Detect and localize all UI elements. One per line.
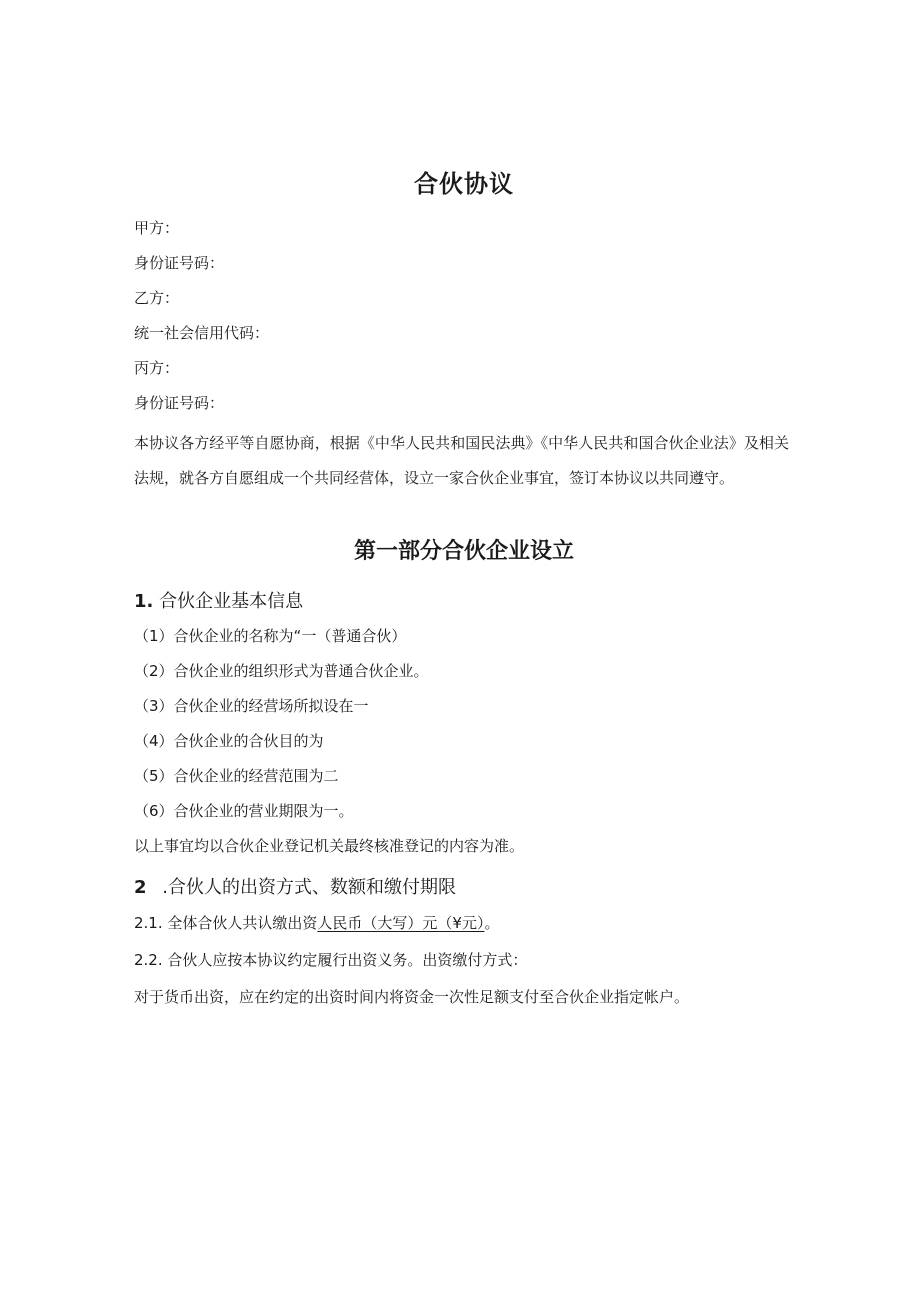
section-1-item: （1）合伙企业的名称为“一（普通合伙） xyxy=(134,627,407,645)
section-1-item: （6）合伙企业的营业期限为一。 xyxy=(134,802,354,820)
clause-2-1 xyxy=(134,913,499,933)
section-1-note: 以上事宜均以合伙企业登记机关最终核准登记的内容为准。 xyxy=(134,837,525,855)
part-one-title: 第一部分合伙企业设立 xyxy=(353,538,574,564)
party-c-label: 丙方： xyxy=(134,359,180,377)
clause-2-2: 2.2. 合伙人应按本协议约定履行出资义务。出资缴付方式： xyxy=(134,951,528,969)
section-2-heading xyxy=(134,876,456,900)
section-2-title: .合伙人的出资方式、数额和缴付期限 xyxy=(162,877,456,898)
section-1-item: （4）合伙企业的合伙目的为 xyxy=(134,732,324,750)
document-title: 合伙协议 xyxy=(414,170,514,198)
party-a-label: 甲方： xyxy=(134,219,180,237)
section-1-item: （5）合伙企业的经营范围为二 xyxy=(134,767,339,785)
section-1-item: （2）合伙企业的组织形式为普通合伙企业。 xyxy=(134,662,429,680)
party-b-label: 乙方： xyxy=(134,289,180,307)
section-1-number: 1. xyxy=(134,591,154,612)
preamble-paragraph: 本协议各方经平等自愿协商，根据《中华人民共和国民法典》《中华人民共和国合伙企业法》及相关法规，就各方自愿组成一个共同经营体，设立一家合伙企业事宜，签订本协议以共同遵守。 xyxy=(134,434,789,487)
clause-2-1-prefix: 2.1. 全体合伙人共认缴出资 xyxy=(134,914,318,932)
clause-2-1-amount: 人民币（大写）元（¥元） xyxy=(317,914,485,932)
section-1-title: 合伙企业基本信息 xyxy=(159,591,304,612)
party-c-id-label: 身份证号码： xyxy=(134,394,225,412)
section-1-item: （3）合伙企业的经营场所拟设在一 xyxy=(134,697,369,715)
cash-contribution-text: 对于货币出资，应在约定的出资时间内将资金一次性足额支付至合伙企业指定帐户。 xyxy=(134,988,690,1006)
section-2-number: 2 xyxy=(134,877,147,898)
section-1-heading xyxy=(134,590,303,614)
clause-2-1-suffix: 。 xyxy=(484,914,500,932)
party-b-credit-code-label: 统一社会信用代码： xyxy=(134,324,270,342)
party-a-id-label: 身份证号码： xyxy=(134,254,225,272)
